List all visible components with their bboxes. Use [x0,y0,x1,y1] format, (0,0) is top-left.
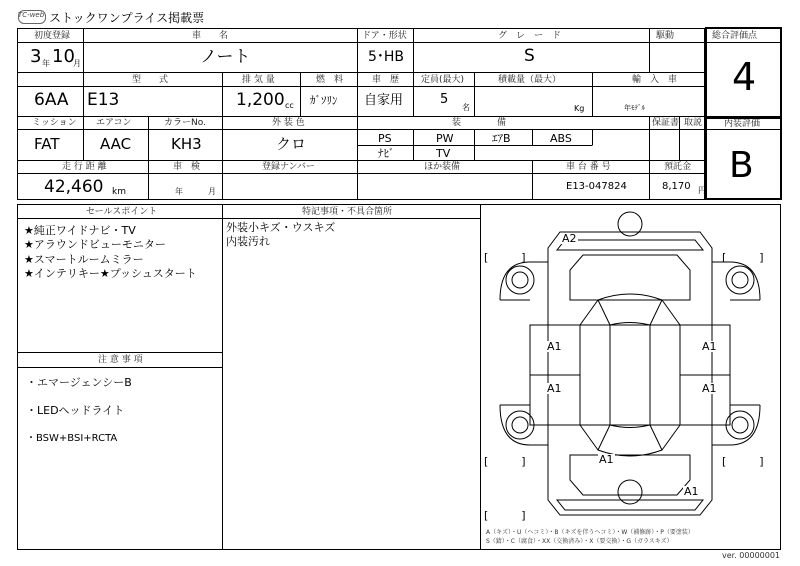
displacement: 1,200 [236,90,285,110]
label-other-equip: ほか装備 [424,162,461,172]
model-prefix: 6AA [34,90,69,110]
chassis-no: E13-047824 [566,181,627,192]
mission: FAT [34,135,60,153]
fuel: ｶﾞｿﾘﾝ [310,94,338,107]
damage-mark-a1: A1 [547,340,562,353]
car-diagram [500,212,760,515]
label-drive: 駆動 [656,31,675,41]
note: ・エマージェンシーB [26,376,132,389]
label-mission: ミッション [32,118,77,128]
deposit-unit: 円 [698,186,706,195]
damage-mark-a1: A1 [702,340,717,353]
label-model: 型 式 [132,75,169,85]
grade: S [524,46,535,66]
inspection-month: 月 [208,187,216,196]
load-unit: Kg [574,104,585,113]
label-ext-color: 外 装 色 [272,118,305,128]
sales-point: ★アラウンドビューモニター [24,238,166,251]
mileage: 42,460 [44,177,104,197]
damage-mark-a2: A2 [562,232,577,245]
door-shape: 5･HB [368,49,405,65]
label-warranty: 保証書 [652,118,680,128]
sales-point: ★スマートルームミラー [24,253,144,266]
bracket-bottom: [ ] [484,509,526,522]
aircon: AAC [100,135,132,153]
logo-mark [18,10,46,24]
bracket-rear-left: [ ] [484,455,526,468]
sales-point: ★インテリキー★プッシュスタート [24,267,197,280]
ext-color: クロ [276,135,307,153]
color-no: KH3 [171,135,202,153]
label-door-shape: ドア・形状 [362,31,407,41]
damage-mark-a1: A1 [702,382,717,395]
version: ver. 00000001 [722,551,781,560]
damage-legend-line2: S（錆）・C（腐食）・XX（交換済み）・X（要交換）・G（ガラスキズ） [486,538,673,545]
equip-ps: PS [378,132,392,145]
label-displacement: 排 気 量 [242,75,275,85]
overall-score: 4 [732,55,757,99]
history: 自家用 [364,93,404,108]
label-grade: グ レ ー ド [498,31,562,41]
sales-point: ★純正ワイドナビ・TV [24,224,136,237]
label-history: 車 歴 [372,75,400,85]
bracket-rear-right: [ ] [722,455,764,468]
deposit: 8,170 [662,181,691,192]
label-capacity: 定員(最大) [421,75,465,85]
first-reg-month: 10 [52,46,75,67]
capacity-unit: 名 [462,103,470,112]
label-plate: 登録ナンバー [262,162,315,172]
logo: TC-web [18,11,45,19]
month-unit: 月 [73,59,81,68]
model: E13 [87,90,120,110]
capacity: 5 [440,92,449,107]
label-interior-score: 内装評価 [724,119,761,129]
label-color-no: カラーNo. [164,118,206,128]
first-reg-year: 3 [30,46,42,67]
label-overall-score: 総合評価点 [712,31,758,41]
bracket-front-left: [ ] [484,251,526,264]
equip-tv: TV [436,147,451,160]
label-remarks: 特記事項・不具合箇所 [302,207,393,217]
damage-mark-a1: A1 [684,485,699,498]
equip-airbag: ｴｱB [492,132,511,145]
label-chassis: 車 台 番 号 [566,162,611,172]
year-unit: 年 [42,59,50,68]
page-title: ストックワンプライス掲載票 [49,11,205,25]
equip-abs: ABS [550,132,572,145]
car-name: ノート [200,47,251,67]
import-model-year: 年ﾓﾃﾞﾙ [624,104,645,112]
damage-legend-line1: A（キズ）・U（ヘコミ）・B（キズを伴うヘコミ）・W（補修跡）・P（要塗装） [486,529,694,536]
equip-pw: PW [436,132,454,145]
remark: 内装汚れ [226,235,270,248]
inspection-year: 年 [175,187,183,196]
damage-mark-a1: A1 [599,453,614,466]
note: ・BSW+BSI+RCTA [26,433,118,444]
km-unit: km [112,187,126,197]
bracket-front-right: [ ] [722,251,764,264]
label-import: 輸 入 車 [632,75,678,85]
label-aircon: エアコン [96,118,132,128]
equip-navi: ﾅﾋﾞ [378,147,395,160]
label-load: 積載量（最大） [498,75,562,85]
label-deposit: 預託金 [664,162,692,172]
label-sales-points: セールスポイント [86,207,158,217]
cc-unit: cc [285,101,294,110]
label-mileage: 走 行 距 離 [62,162,107,172]
label-equipment: 装 備 [452,118,507,128]
note: ・LEDヘッドライト [26,404,125,417]
label-car-name: 車 名 [192,31,229,41]
remark: 外装小キズ・ウスキズ [226,221,336,234]
label-fuel: 燃 料 [316,75,344,85]
label-inspection: 車 検 [173,162,201,172]
damage-mark-a1: A1 [547,382,562,395]
label-first-reg: 初度登録 [34,31,71,41]
label-notes: 注 意 事 項 [98,355,143,365]
label-manual: 取説 [684,118,703,128]
interior-score: B [729,145,754,186]
